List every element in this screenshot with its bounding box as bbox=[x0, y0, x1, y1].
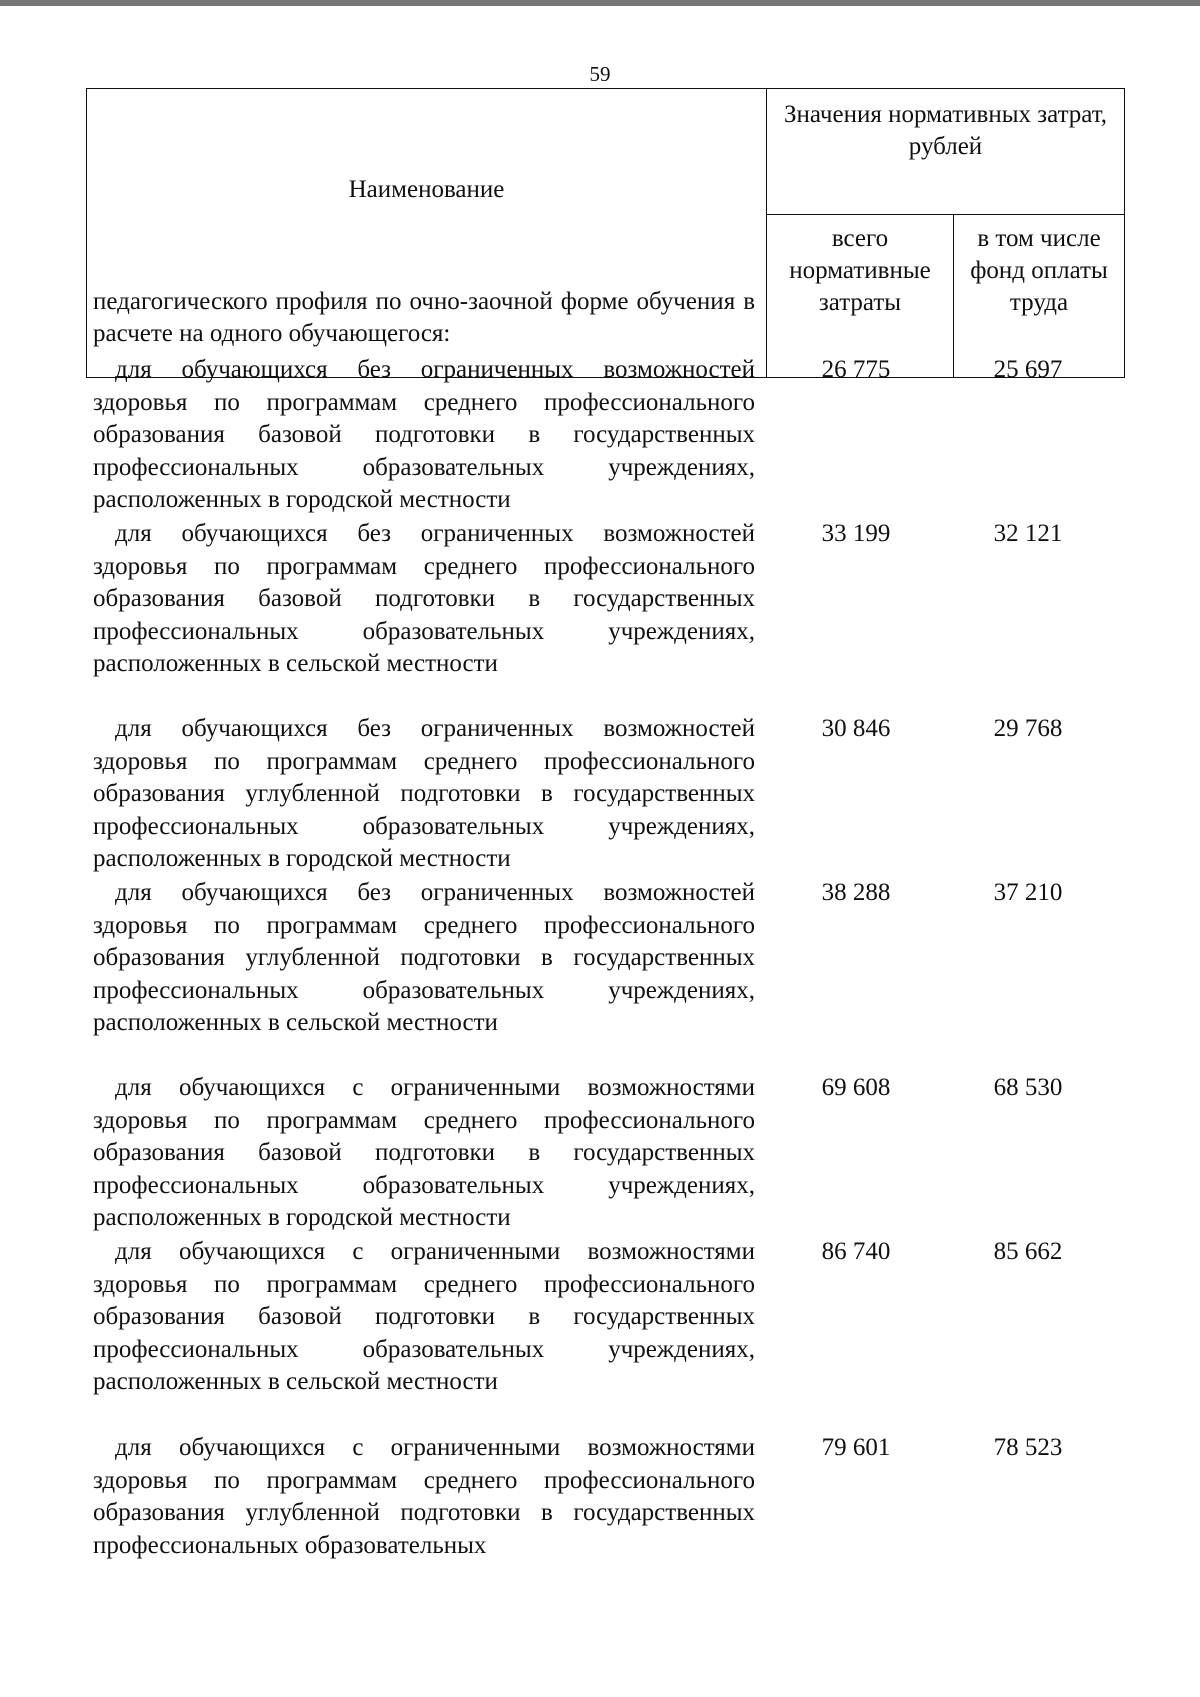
row-total-value: 69 608 bbox=[821, 1074, 891, 1101]
row-name: для обучающихся с ограниченными возможностями здоровья по программам среднего профессионального образования базовой подготовки в государственных профессиональных образовательных учреждениях, расположенных в сельской местности bbox=[93, 1238, 755, 1395]
row-total-value: 38 288 bbox=[821, 879, 891, 906]
header-name-label: Наименование bbox=[348, 176, 505, 203]
header-values-cell: Значения нормативных затрат, рублей bbox=[767, 89, 1125, 215]
row-wage-value: 68 530 bbox=[993, 1074, 1063, 1101]
row-wage-value: 29 768 bbox=[993, 715, 1063, 742]
row-total-value: 30 846 bbox=[821, 715, 891, 742]
row-name: для обучающихся без ограниченных возможностей здоровья по программам среднего профессионального образования углубленной подготовки в государственных профессиональных образовательных учреждениях, расположенных в городской местности bbox=[93, 715, 755, 872]
row-name: для обучающихся без ограниченных возможностей здоровья по программам среднего профессионального образования углубленной подготовки в государственных профессиональных образовательных учреждениях, расположенных в сельской местности bbox=[93, 879, 755, 1036]
scan-top-edge bbox=[0, 0, 1200, 6]
continuation-text: педагогического профиля по очно-заочной форме обучения в расчете на одного обучающегося: bbox=[93, 288, 755, 347]
row-total-value: 33 199 bbox=[821, 520, 891, 547]
header-wage-cell: в том числе фонд оплаты труда bbox=[954, 214, 1125, 377]
row-wage-value: 85 662 bbox=[993, 1238, 1063, 1265]
row-total-value: 86 740 bbox=[821, 1238, 891, 1265]
header-total-cell: всего нормативные затраты bbox=[767, 214, 954, 377]
row-name: для обучающихся без ограниченных возможностей здоровья по программам среднего профессионального образования базовой подготовки в государственных профессиональных образовательных учреждениях, расположенных в сельской местности bbox=[93, 520, 755, 677]
row-total-value: 79 601 bbox=[821, 1434, 891, 1461]
row-name: для обучающихся с ограниченными возможностями здоровья по программам среднего профессионального образования углубленной подготовки в государственных профессиональных образовательных bbox=[93, 1434, 755, 1559]
row-total-value: 26 775 bbox=[821, 356, 891, 383]
row-name: для обучающихся без ограниченных возможностей здоровья по программам среднего профессионального образования базовой подготовки в государственных профессиональных образовательных учреждениях, расположенных в городской местности bbox=[93, 356, 755, 513]
row-wage-value: 32 121 bbox=[993, 520, 1063, 547]
row-wage-value: 37 210 bbox=[993, 879, 1063, 906]
row-wage-value: 25 697 bbox=[993, 356, 1063, 383]
row-name: для обучающихся с ограниченными возможностями здоровья по программам среднего профессионального образования базовой подготовки в государственных профессиональных образовательных учреждениях, расположенных в городской местности bbox=[93, 1074, 755, 1231]
row-wage-value: 78 523 bbox=[993, 1434, 1063, 1461]
page-number: 59 bbox=[589, 62, 611, 86]
